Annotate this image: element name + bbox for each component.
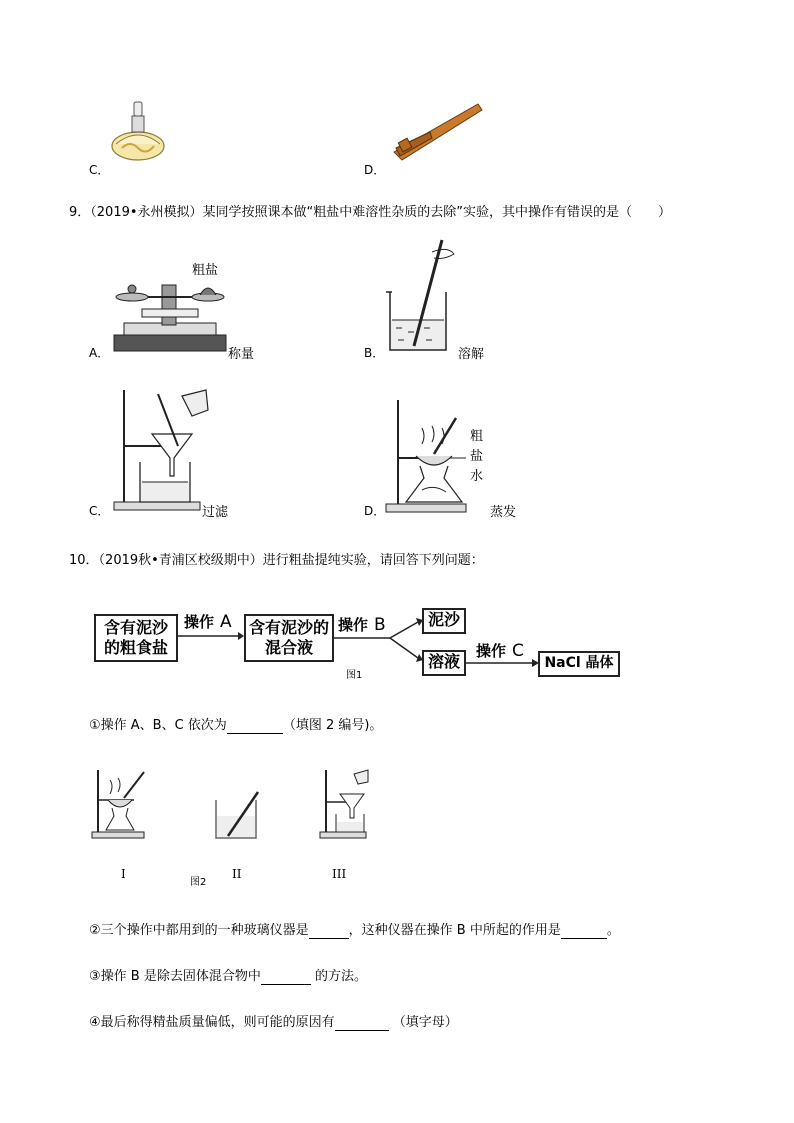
q10-sub1-answer-blank[interactable] — [227, 718, 283, 734]
q10-sub2-blank-1[interactable] — [309, 923, 349, 939]
flow-arrow-a — [178, 620, 244, 650]
fig2-label-iii: III — [332, 867, 347, 881]
evaporation-setup-image — [384, 398, 470, 514]
q9-option-b-label[interactable]: B． — [364, 346, 385, 360]
q8-option-c-label[interactable]: C． — [89, 163, 110, 177]
q10-sub4: ④最后称得精盐质量偏低，则可能的原因有 （填字母） — [89, 1015, 458, 1030]
q9-d-side-char-3: 水 — [470, 469, 484, 484]
alcohol-lamp-image — [108, 96, 168, 166]
q9-a-caption: 称量 — [228, 347, 255, 362]
q8-option-d-label[interactable]: D． — [364, 163, 386, 177]
balance-scale-image — [112, 275, 230, 355]
fig2-filtration-apparatus-image — [318, 766, 370, 840]
q10-sub4-blank[interactable] — [335, 1015, 389, 1031]
q9-d-side-char-2: 盐 — [470, 449, 484, 464]
test-tube-holder-image — [390, 96, 485, 166]
flow-op-c-label: 操作 C — [476, 641, 524, 661]
q9-d-caption: 蒸发 — [490, 505, 517, 520]
q9-option-a-label[interactable]: A． — [89, 346, 110, 360]
filtration-setup-image — [112, 386, 212, 512]
flow-box-sediment: 泥沙 — [422, 608, 466, 634]
q10-sub2-blank-2[interactable] — [561, 923, 607, 939]
q10-sub3: ③操作 B 是除去固体混合物中 的方法。 — [89, 969, 367, 984]
q9-a-crude-salt-label: 粗盐 — [192, 263, 219, 278]
fig2-beaker-stirring-image — [212, 790, 262, 842]
fig2-label-i: I — [121, 867, 126, 881]
q9-d-side-char-1: 粗 — [470, 429, 484, 444]
q10-stem: 10．（2019秋•青浦区校级期中）进行粗盐提纯实验，请回答下列问题： — [69, 553, 484, 568]
beaker-stirring-image — [384, 236, 464, 354]
q9-stem: 9．（2019•永州模拟）某同学按照课本做“粗盐中难溶性杂质的去除”实验，其中操作有错误的是（ ） — [69, 205, 671, 220]
q9-b-caption: 溶解 — [458, 347, 485, 362]
q10-sub3-blank[interactable] — [261, 969, 311, 985]
flow-figure-1-caption: 图1 — [346, 670, 363, 681]
flow-arrow-c — [466, 654, 540, 674]
flow-box-nacl-crystal: NaCl 晶体 — [538, 651, 620, 677]
fig2-caption: 图2 — [190, 877, 207, 888]
q10-sub1: ①操作 A、B、C 依次为 （填图 2 编号)。 — [89, 718, 383, 733]
flow-op-a-label: 操作 A — [184, 612, 232, 632]
flow-op-b-label: 操作 B — [338, 615, 386, 635]
q9-option-c-label[interactable]: C． — [89, 504, 110, 518]
q10-sub2: ②三个操作中都用到的一种玻璃仪器是 ，这种仪器在操作 B 中所起的作用是 。 — [89, 923, 620, 938]
flow-box-solution: 溶液 — [422, 650, 466, 676]
flow-arrow-b-split — [334, 608, 424, 668]
flow-box-mixture: 含有泥沙的 混合液 — [244, 614, 334, 662]
fig2-evaporation-apparatus-image — [88, 766, 150, 840]
flow-box-crude-salt: 含有泥沙 的粗食盐 — [94, 614, 178, 662]
q9-option-d-label[interactable]: D． — [364, 504, 386, 518]
q9-c-caption: 过滤 — [202, 505, 229, 520]
fig2-label-ii: II — [232, 867, 242, 881]
